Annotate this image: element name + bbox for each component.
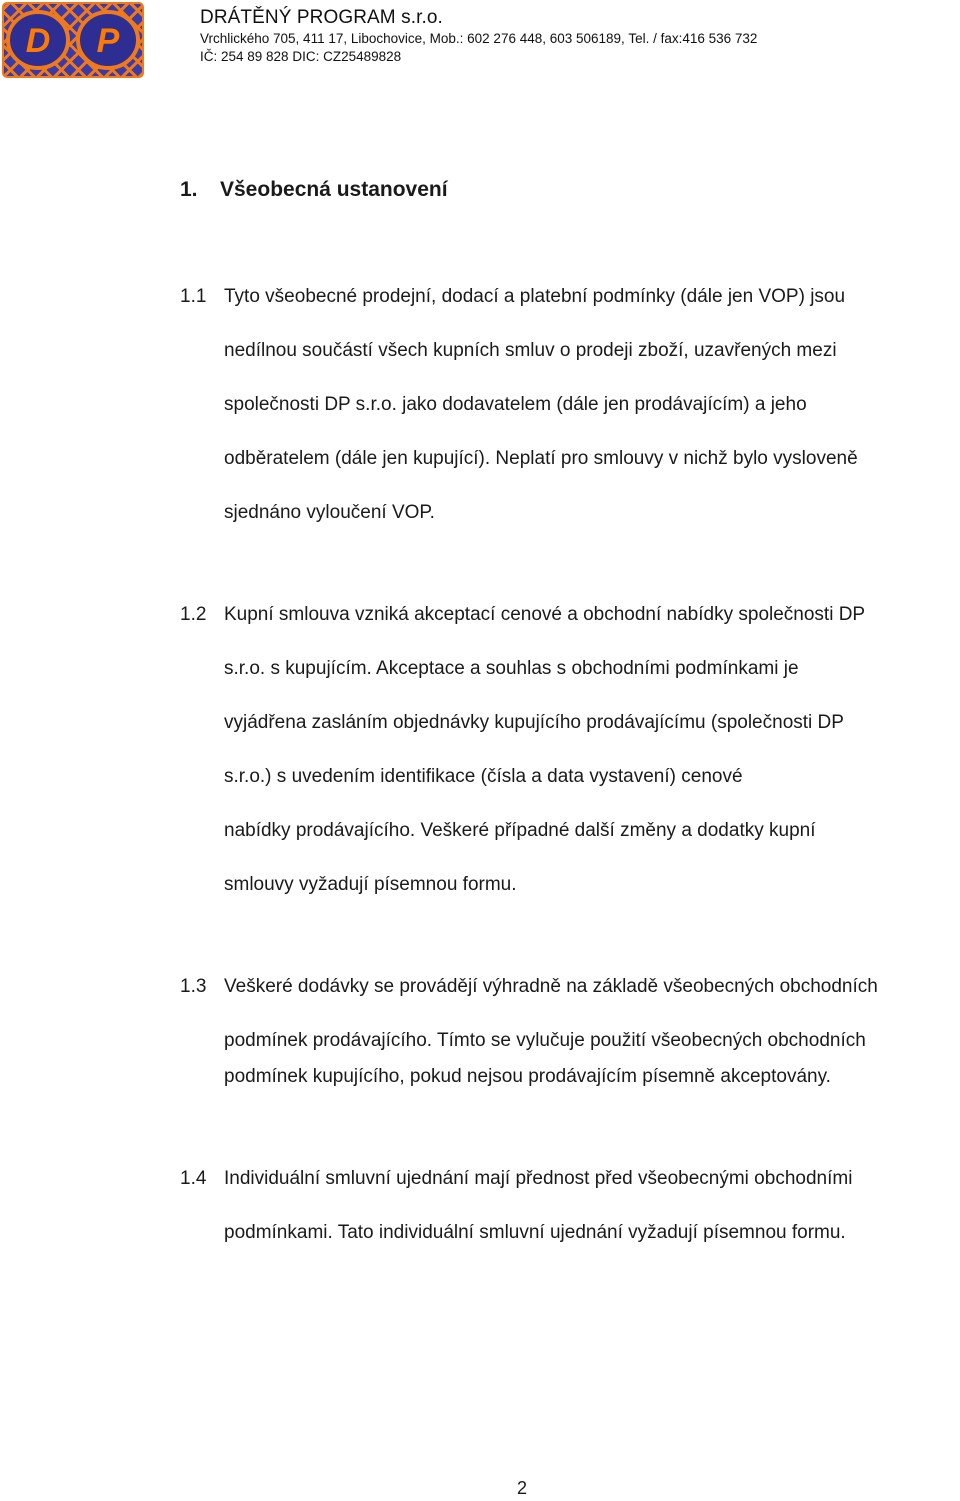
clause-number: 1.1 [180,286,207,307]
company-info [200,6,757,66]
clause-line: společnosti DP s.r.o. jako dodavatelem (dále jen prodávajícím) a jeho [224,394,807,415]
clause-line: s.r.o.) s uvedením identifikace (čísla a data vystavení) cenové [224,766,743,787]
clause-line: odběratelem (dále jen kupující). Neplatí pro smlouvy v nichž bylo vysloveně [224,448,858,469]
clause-line: sjednáno vyloučení VOP. [224,502,435,523]
clause-line: Tyto všeobecné prodejní, dodací a platební podmínky (dále jen VOP) jsou [224,286,846,307]
clause-number: 1.2 [180,604,207,625]
clause-line: podmínek kupujícího, pokud nejsou prodávajícím písemně akceptovány. [224,1066,831,1087]
clause-number: 1.3 [180,976,207,997]
clause-line: Individuální smluvní ujednání mají přednost před všeobecnými obchodními [224,1168,853,1189]
clause-line: podmínkami. Tato individuální smluvní ujednání vyžadují písemnou formu. [224,1222,846,1243]
clause-line: smlouvy vyžadují písemnou formu. [224,874,517,895]
clause-line: s.r.o. s kupujícím. Akceptace a souhlas s obchodními podmínkami je [224,658,799,679]
svg-text:P: P [96,22,120,60]
section-number: 1. [180,178,198,201]
clause-line: vyjádřena zasláním objednávky kupujícího prodávajícímu (společnosti DP [224,712,844,733]
svg-text:D: D [25,22,51,60]
clause-line: podmínek prodávajícího. Tímto se vylučuje použití všeobecných obchodních [224,1030,866,1051]
company-address: Vrchlického 705, 411 17, Libochovice, Mob.: 602 276 448, 603 506189, Tel. / fax:416 536 732 [200,31,758,46]
company-ids: IČ: 254 89 828 DIC: CZ25489828 [200,49,402,64]
letterhead [0,0,960,80]
clause-line: nedílnou součástí všech kupních smluv o prodeji zboží, uzavřených mezi [224,340,837,361]
clause-line: Veškeré dodávky se provádějí výhradně na základě všeobecných obchodních [224,976,878,997]
clause-number: 1.4 [180,1168,207,1189]
company-logo [2,2,144,78]
clause-line: Kupní smlouva vzniká akceptací cenové a obchodní nabídky společnosti DP [224,604,866,625]
page-number: 2 [516,1478,527,1498]
section-title: Všeobecná ustanovení [220,178,448,201]
clause-line: nabídky prodávajícího. Veškeré případné další změny a dodatky kupní [224,820,816,841]
company-name: DRÁTĚNÝ PROGRAM s.r.o. [200,7,443,28]
section-heading [180,176,448,204]
